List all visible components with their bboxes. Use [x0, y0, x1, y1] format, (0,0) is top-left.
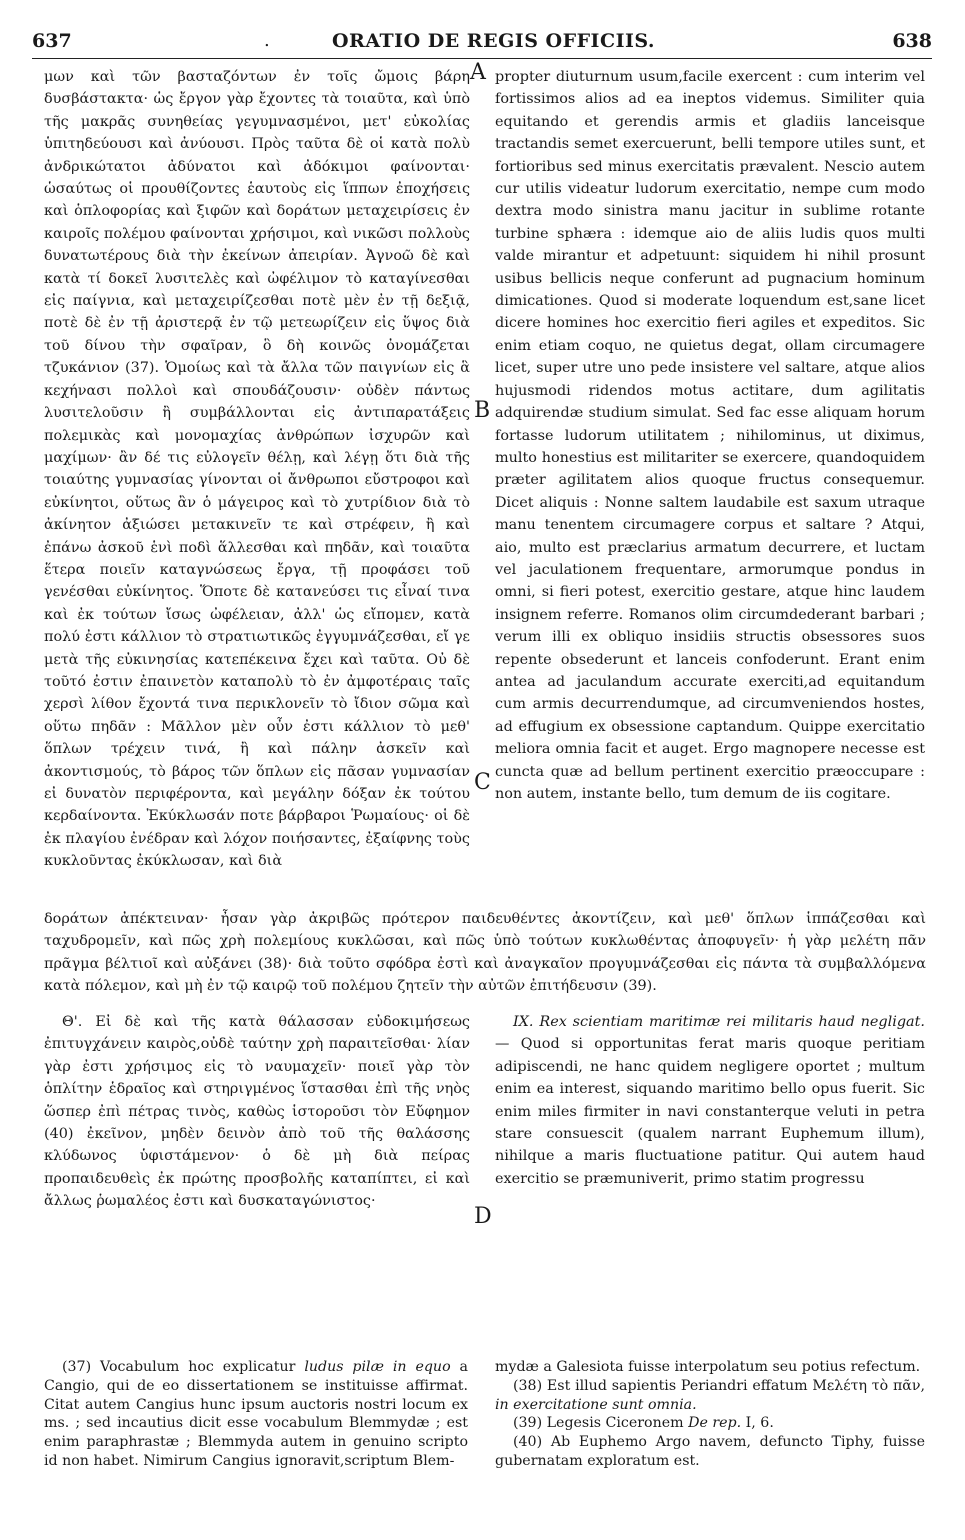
- margin-marker-a: A: [470, 60, 486, 85]
- footnote-italic: De rep.: [688, 1415, 742, 1432]
- latin-text-bottom: — Quod si opportunitas ferat maris quoque peritiam adipiscendi, ne hanc quidem negligere oportet ; multum enim ea interest, siquando maritimo bello opus fuerit. Sic enim miles firmiter in navi constanterque veluti in petra stare consuescit (qualem narrant Euphemum illum), nihilque a maris fluctuatione patitur. Qui autem haud exercitio se præmuniverit, primo statim progressu: [495, 1036, 925, 1187]
- section-heading: IX. Rex scientiam maritimæ rei militaris haud negligat.: [513, 1014, 925, 1030]
- footnotes-right: [495, 1358, 925, 1471]
- page-number-right: 638: [892, 30, 932, 52]
- header-separator: .: [264, 30, 270, 51]
- margin-marker-b: B: [474, 398, 491, 423]
- greek-column-bottom: [44, 1011, 470, 1213]
- footnote-text: I, 6.: [741, 1415, 774, 1432]
- margin-marker-d: D: [474, 1204, 492, 1229]
- margin-marker-c: C: [474, 770, 491, 795]
- running-title: ORATIO DE REGIS OFFICIIS.: [332, 30, 656, 52]
- latin-column-top: [495, 66, 925, 805]
- footnote-39: [495, 1414, 925, 1433]
- latin-column-bottom: [495, 1011, 925, 1190]
- running-header: [32, 30, 932, 59]
- footnote-text: a Cangio, qui de eo dissertationem se instituisse affirmat. Citat autem Cangius hunc ipsum auctoris nostri locum ex ms. ; sed incautius dicit esse vocabulum Blemmydæ ; est enim paraphrastæ ; Blemmyda autem in genuino scripto id non habet. Nimirum Cangius ignoravit,scriptum Blem-: [44, 1359, 469, 1469]
- footnote-italic: in exercitatione sunt omnia.: [495, 1396, 697, 1413]
- greek-text-top: μων καὶ τῶν βασταζόντων ἐν τοῖς ὤμοις βάρη δυσβάστακτα· ὡς ἔργον γὰρ ἔχοντες τὰ τοιαῦτα, καὶ ὑπὸ τῆς μακρᾶς συνηθείας γεγυμνασμένοι, μετ' εὐκολίας ὑπιτηδεύουσι καὶ ἀνύουσι. Πρὸς ταῦτα δὲ οἱ κατὰ πολὺ ἀνδρικώτατοι ἀδύνατοι καὶ ἀδόκιμοι φαίνονται· ὡσαύτως οἱ προυθίζοντες ἑαυτοὺς εἰς ἵππων ἐποχήσεις καὶ ὁπλοφορίας καὶ ξιφῶν καὶ δοράτων μεταχειρίσεις ἐν καιροῖς πολέμου φαίνονται χρήσιμοι, καὶ νικῶσι πολλοὺς δυνατωτέρους διὰ τὴν ἐκείνων ἀπειρίαν. Ἀγνοῶ δὲ καὶ κατὰ τί δοκεῖ λυσιτελὲς καὶ ὠφέλιμον τὸ καταγίνεσθαι εἰς παίγνια, καὶ μεταχειρίζεσθαι ποτὲ μὲν ἐν τῇ δεξιᾷ, ποτὲ δὲ ἐν τῇ ἀριστερᾷ ἐν τῷ μετεωρίζειν εἰς ὕψος διὰ τοῦ δίνου τὴν σφαῖραν, ὃ δὴ κοινῶς ὀνομάζεται τζυκάνιον (37). Ὁμοίως καὶ τὰ ἄλλα τῶν παιγνίων εἰς ἃ κεχήνασι πολλοὶ καὶ σπουδάζουσιν· οὐδὲν πάντως λυσιτελοῦσιν ἢ συμβάλλονται εἰς ἀντιπαρατάξεις πολεμικὰς καὶ μονομαχίας ἀνθρώπων ἰσχυρῶν καὶ μαχίμων· ἂν δέ τις εὐλογεῖν θέλῃ, καὶ λέγῃ ὅτι διὰ τῆς τοιαύτης γυμνασίας γίνονται οἱ ἄνθρωποι εὔστροφοι καὶ εὐκίνητοι, οὕτως ἂν ὁ μάγειρος καὶ τὸ χυτρίδιον διὰ τὸ ἀκίνητον ἀξιώσει μετακινεῖν τε καὶ στρέφειν, ἢ καὶ ἐπάνω ἀσκοῦ ἑνὶ ποδὶ ἅλλεσθαι καὶ πηδᾶν, καὶ τοιαῦτα ἕτερα ποιεῖν καταγνώσεως ἔργα, τῇ προφάσει τοῦ γενέσθαι εὐκίνητος. Ὅποτε δὲ κατανεύσει τις εἶναί τινα καὶ ἐκ τούτων ἴσως ὠφέλειαν, ἀλλ' ὡς εἴπομεν, κατὰ πολύ ἐστι κάλλιον τὸ στρατιωτικῶς ἐγγυμνάζεσθαι, εἴ γε μετὰ τῆς εὐκινησίας κατεπέκεινα ἔχει καὶ ταῦτα. Οὐ δὲ τοῦτό ἐστιν ἐπαινετὸν καταπολὺ τὸ ἐν ἀμφοτέραις ταῖς χερσὶ λίθον ἔχοντά τινα περικλονεῖν τὸ ἴδιον σῶμα καὶ οὕτω πηδᾶν : Μᾶλλον μὲν οὖν ἐστι κάλλιον τὸ μεθ' ὅπλων τρέχειν τινά, ἢ καὶ πάλην ἀσκεῖν καὶ ἀκοντισμούς, τὸ βάρος τῶν ὅπλων εἰς πᾶσαν γυμνασίαν εἰ δυνατὸν περιφέροντα, καὶ μεγάλην δόξαν ἐκ τούτου κερδαίνοντα. Ἐκύκλωσάν ποτε βάρβαροι Ῥωμαίους· οἱ δὲ ἐκ πλαγίου ἐνέδραν καὶ λόχον ποιήσαντες, ἐξαίφνης τοὺς κυκλοῦντας ἐκύκλωσαν, καὶ διὰ: [44, 69, 470, 870]
- footnote-italic: ludus pilæ in equo: [304, 1359, 451, 1375]
- footnote-40: (40) Ab Euphemo Argo navem, defuncto Tiphy, fuisse gubernatam exploratum est.: [495, 1434, 925, 1469]
- footnote-38: [495, 1377, 925, 1415]
- page-number-left: 637: [32, 30, 72, 52]
- footnote-greek: Μελέτη τὸ πᾶν,: [812, 1377, 925, 1394]
- greek-text-full: δοράτων ἀπέκτειναν· ἦσαν γὰρ ἀκριβῶς πρότερον παιδευθέντες ἀκοντίζειν, καὶ μεθ' ὅπλων ἱππάζεσθαι καὶ ταχυδρομεῖν, καὶ πῶς χρὴ πολεμίους κυκλῶσαι, καὶ πῶς ὑπὸ τούτων κυκλωθέντας ἀποφυγεῖν· ἡ γὰρ μελέτη πᾶν πρᾶγμα βέλτιοῖ καὶ αὐξάνει (38)· διὰ τοῦτο σφόδρα ἐστὶ καὶ ἀναγκαῖον προγυμνάζεσθαι εἰς πάντα τὰ συμβαλλόμενα κατὰ πόλεμον, καὶ μὴ ἐν τῷ καιρῷ τοῦ πολέμου ζητεῖν τὴν αὐτῶν ἐπιτήδευσιν (39).: [44, 911, 926, 995]
- footnote-37: [44, 1358, 468, 1471]
- greek-text-bottom: Θ'. Εἰ δὲ καὶ τῆς κατὰ θάλασσαν εὐδοκιμήσεως ἐπιτυγχάνειν καιρὸς,οὐδὲ ταύτην χρὴ παραιτεῖσθαι· λίαν γὰρ ἐστι χρήσιμος εἰς τὸ ναυμαχεῖν· ποιεῖ γὰρ τὸν ὁπλίτην ἑδραῖος καὶ στηριγμένος ἵστασθαι ἐπὶ τῆς νηὸς ὥσπερ ἐπὶ πέτρας τινὸς, καθὼς ἱστοροῦσι τὸν Εὔφημον (40) ἐκεῖνον, μηδὲν δεινὸν ἀπὸ τοῦ τῆς θαλάσσης κλύδωνος ὑφιστάμενον· ὁ δὲ μὴ διὰ πείρας προπαιδευθεὶς ἐκ πρώτης προσβολῆς καταπίπτει, εἰ καὶ ἄλλως ῥωμαλέος ἐστι καὶ δυσκαταγώνιστος·: [44, 1014, 470, 1210]
- greek-full-width-passage: [44, 908, 926, 998]
- greek-column-top: [44, 66, 470, 873]
- footnote-text: (37) Vocabulum hoc explicatur: [62, 1359, 305, 1375]
- footnote-text: (38) Est illud sapientis Periandri effatum: [513, 1377, 813, 1394]
- latin-text-top: propter diuturnum usum,facile exercent : cum interim vel fortissimos alios ad ea ineptos videmus. Similiter quia equitando et gerendis armis et gladiis lanceisque tractandis semet exercuerunt, belli tempore utiles sunt, et fortioribus sed minus exercitatis prævalent. Nescio autem cur utilis videatur ludorum exercitatio, nempe cum modo dextra modo sinistra manu jacitur in sublime rotante turbine sphæra : idemque aio de aliis ludis quos multi valde mirantur et adpetuunt: siquidem hi nihil prosunt usibus bellicis neque conferunt ad pugnacium hominum dimicationes. Quod si moderate loquendum est,sane licet dicere homines hoc exercitio fieri agiles et expeditos. Sic enim etiam coquo, ne quietus degat, ollam circumagere licet, super utre uno pede insistere vel saltare, atque alios hujusmodi ridendos motus actitare, dum agilitatis adquirendæ studium simulat. Sed fac esse aliquam horum fortasse ludorum utilitatem ; nihilominus, ut diximus, multo honestius est militariter se exercere, quandoquidem præter agilitatem alios quoque fructus consequemur. Dicet aliquis : Nonne saltem laudabile est saxum utraque manu tenentem circumagere corpus et saltare ? Atqui, aio, multo est præclarius armatum decurrere, et luctam vel jaculationem frequentare, armorumque pondus in omni, si fieri potest, exercitio gestare, atque hinc laudem insignem referre. Romanos olim circumdederant barbari ; verum illi ex obliquo insidiis structis obsessores suos repente obsederunt et lanceis confoderunt. Erant enim antea ad jaculandum accurate exerciti,ad equitandum cum armis decurrendumque, ad circumveniendos hostes, ad effugium ex obsessione captandum. Quippe exercitatio meliora omnia facit et auget. Ergo magnopere necesse est cuncta quæ ad bellum pertinent exercitio præoccupare : non autem, instante bello, tum demum de iis cogitare.: [495, 69, 925, 802]
- latin-section-ix: [495, 1011, 925, 1190]
- footnote-text: (39) Legesis Ciceronem: [513, 1415, 689, 1432]
- footnote-37-continued: mydæ a Galesiota fuisse interpolatum seu potius refectum.: [495, 1359, 921, 1375]
- footnotes-left: [44, 1358, 468, 1471]
